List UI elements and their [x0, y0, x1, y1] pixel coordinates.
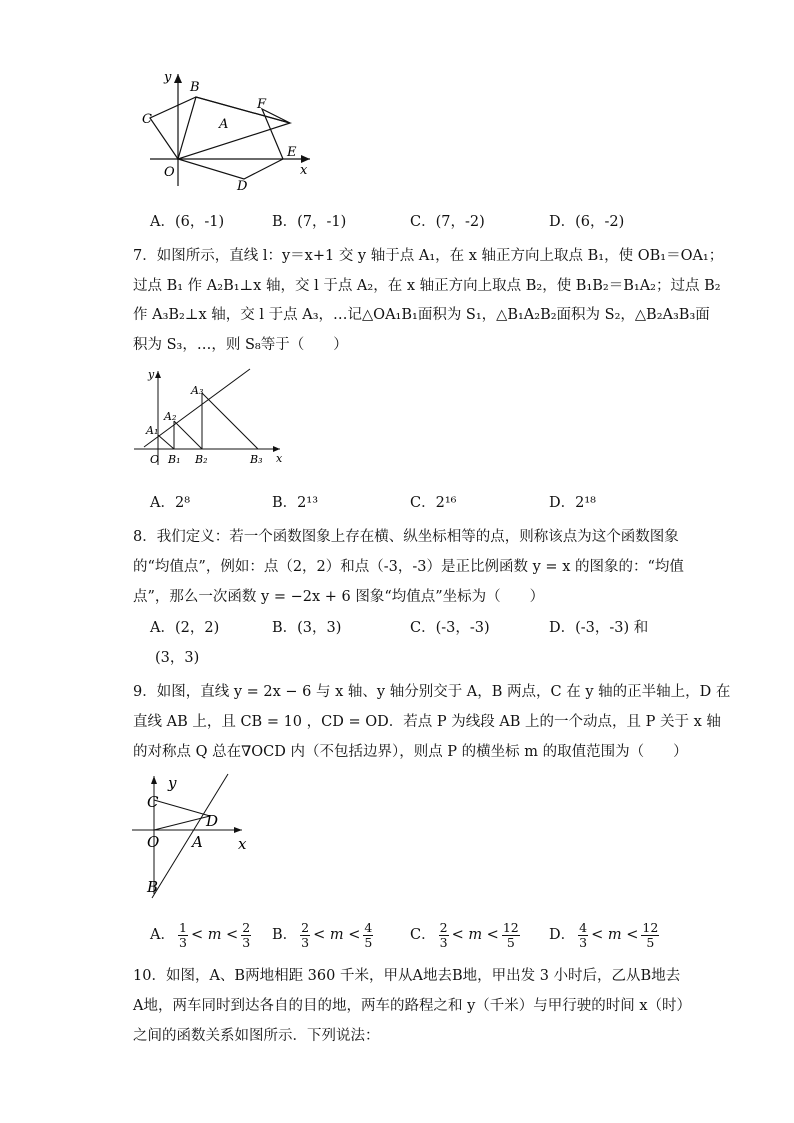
- q9b-den2: 5: [364, 934, 373, 950]
- q6-option-c[interactable]: C．(7，-2): [410, 214, 485, 230]
- q8-line-2: 的“均值点”，例如：点（2，2）和点（-3，-3）是正比例函数 y = x 的图象的：“均值: [133, 559, 684, 575]
- q9d-num1: 4: [579, 919, 588, 935]
- q7-option-d[interactable]: D．2¹⁸: [549, 495, 596, 511]
- q9-line-2: 直线 AB 上，且 CB = 10 ，CD = OD．若点 P 为线段 AB 上的一个动点，且 P 关于 x 轴: [133, 714, 721, 730]
- q9c-num1: 2: [439, 919, 448, 935]
- q9-option-a[interactable]: [150, 916, 251, 954]
- q9c-letter: C．: [410, 927, 436, 943]
- q9-figure: [130, 772, 260, 902]
- fig7-B2: B₂: [195, 453, 208, 466]
- q7-option-c[interactable]: C．2¹⁶: [410, 495, 457, 511]
- q6-option-b[interactable]: B．(7，-1): [272, 214, 347, 230]
- fig9-x: x: [238, 835, 247, 853]
- q9c-den1: 3: [439, 934, 448, 950]
- fig7-B1: B₁: [168, 453, 181, 466]
- q8-option-a[interactable]: A．(2，2): [150, 620, 220, 636]
- q9b-mid: < m <: [313, 927, 361, 943]
- q6-option-d[interactable]: D．(6，-2): [549, 214, 625, 230]
- q9a-den1: 3: [178, 934, 187, 950]
- q10-line-3: 之间的函数关系如图所示．下列说法：: [133, 1028, 380, 1044]
- q7-line-4: 积为 S₃，…，则 S₈等于（ ）: [133, 337, 348, 353]
- fig7-A1: A₁: [146, 424, 159, 437]
- fig6-y: y: [164, 70, 172, 85]
- q9b-num2: 4: [364, 919, 373, 935]
- q8-option-d-cont: (3，3): [155, 650, 200, 666]
- fig7-B3: B₃: [250, 453, 263, 466]
- q9-option-b[interactable]: [272, 916, 373, 954]
- q9c-den2: 5: [506, 934, 515, 950]
- fig7-y: y: [148, 368, 155, 381]
- fig9-y: y: [168, 774, 177, 792]
- q9a-num1: 1: [178, 919, 187, 935]
- q9c-frac2: [502, 921, 520, 950]
- q8-option-d[interactable]: D．(-3，-3) 和: [549, 620, 649, 636]
- q8-option-c[interactable]: C．(-3，-3): [410, 620, 490, 636]
- fig9-D: D: [206, 812, 219, 830]
- q7-line-1: 7．如图所示，直线 l：y＝x+1 交 y 轴于点 A₁，在 x 轴正方向上取点 B₁，使 OB₁＝OA₁；: [133, 248, 724, 264]
- q8-line-1: 8．我们定义：若一个函数图象上存在横、纵坐标相等的点，则称该点为这个函数图象: [133, 529, 679, 545]
- q9-line-1: 9．如图，直线 y = 2x − 6 与 x 轴、y 轴分别交于 A，B 两点，C 在 y 轴的正半轴上，D 在: [133, 684, 731, 700]
- q8-line-3: 点”，那么一次函数 y = −2x + 6 图象“均值点”坐标为（ ）: [133, 589, 545, 605]
- q8-option-b[interactable]: B．(3，3): [272, 620, 342, 636]
- q7-figure: [130, 365, 290, 470]
- fig6-C: C: [142, 112, 152, 127]
- q9b-frac2: [363, 921, 373, 950]
- fig6-F: F: [257, 97, 267, 112]
- fig6-D: D: [237, 179, 248, 193]
- q9a-letter: A．: [150, 927, 175, 943]
- q9d-frac2: [641, 921, 659, 950]
- q9a-num2: 2: [242, 919, 251, 935]
- q9a-den2: 3: [242, 934, 251, 950]
- fig6-A: A: [219, 117, 229, 132]
- q9a-mid: < m <: [190, 927, 239, 943]
- q10-line-1: 10．如图，A、B两地相距 360 千米，甲从A地去B地，甲出发 3 小时后，乙从B地去: [133, 968, 681, 984]
- q9d-letter: D．: [549, 927, 576, 943]
- q6-option-a[interactable]: A．(6，-1): [150, 214, 225, 230]
- q9b-frac1: [300, 921, 310, 950]
- q6-figure: [140, 68, 325, 193]
- q9d-num2: 12: [642, 919, 659, 935]
- fig7-O: O: [150, 453, 160, 466]
- q9d-mid: < m <: [591, 927, 639, 943]
- q9c-mid: < m <: [451, 927, 499, 943]
- q7-line-3: 作 A₃B₂⊥x 轴，交 l 于点 A₃，…记△OA₁B₁面积为 S₁，△B₁A₂B₂面积为 S₂，△B₂A₃B₃面: [133, 307, 710, 323]
- fig6-B: B: [190, 80, 200, 95]
- fig9-C: C: [147, 793, 159, 811]
- q9b-letter: B．: [272, 927, 298, 943]
- fig6-O: O: [164, 165, 175, 180]
- q9c-num2: 12: [502, 919, 519, 935]
- q9-line-3: 的对称点 Q 总在∇OCD 内（不包括边界），则点 P 的横坐标 m 的取值范围为（ ）: [133, 744, 688, 760]
- q9b-den1: 3: [301, 934, 310, 950]
- fig7-A2: A₂: [164, 410, 177, 423]
- q7-line-2: 过点 B₁ 作 A₂B₁⊥x 轴，交 l 于点 A₂，在 x 轴正方向上取点 B₂，使 B₁B₂＝B₁A₂；过点 B₂: [133, 278, 721, 294]
- q9d-den2: 5: [646, 934, 655, 950]
- q7-option-a[interactable]: A．2⁸: [150, 495, 191, 511]
- q10-line-2: A地，两车同时到达各自的目的地，两车的路程之和 y（千米）与甲行驶的时间 x（时）: [133, 998, 692, 1014]
- fig6-x: x: [300, 163, 308, 178]
- q9-option-d[interactable]: [549, 916, 659, 954]
- fig9-B: B: [147, 878, 159, 896]
- q9c-frac1: [439, 921, 449, 950]
- fig9-O: O: [147, 833, 160, 851]
- fig7-x: x: [276, 452, 283, 465]
- q9-option-c[interactable]: [410, 916, 520, 954]
- q7-option-b[interactable]: B．2¹³: [272, 495, 319, 511]
- fig7-A3: A₃: [191, 384, 204, 397]
- fig9-A: A: [192, 833, 203, 851]
- q9b-num1: 2: [301, 919, 310, 935]
- fig6-E: E: [287, 145, 297, 160]
- q9d-den1: 3: [579, 934, 588, 950]
- q9a-frac1: [178, 921, 188, 950]
- q9a-frac2: [241, 921, 251, 950]
- q9d-frac1: [578, 921, 588, 950]
